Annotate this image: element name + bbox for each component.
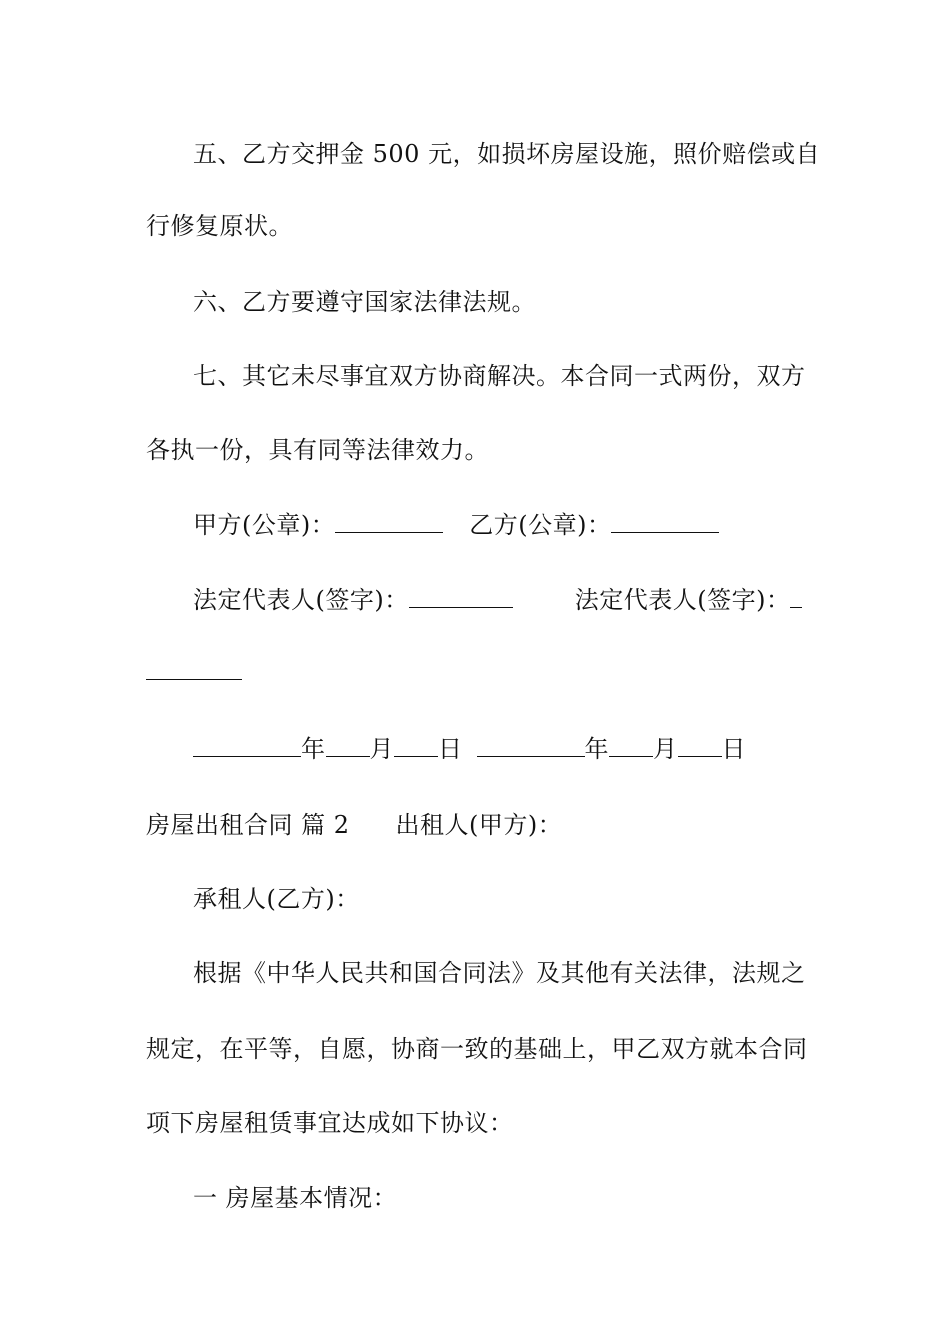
rep-b-blank-start[interactable] bbox=[790, 585, 802, 608]
preamble-line-1: 根据《中华人民共和国合同法》及其他有关法律，法规之 bbox=[193, 959, 806, 987]
contract-2-heading-line bbox=[146, 810, 562, 840]
preamble-line-2: 规定，在平等，自愿，协商一致的基础上，甲乙双方就本合同 bbox=[146, 1035, 808, 1063]
lessee-label: 承租人(乙方)： bbox=[193, 885, 360, 913]
date-b-month-label: 月 bbox=[653, 735, 678, 763]
party-b-seal-label: 乙方(公章)： bbox=[469, 511, 612, 539]
date-b-month-blank[interactable] bbox=[609, 734, 653, 757]
date-b-year-blank[interactable] bbox=[477, 734, 585, 757]
lessor-label: 出租人(甲方)： bbox=[395, 811, 563, 839]
clause-7-line-2: 各执一份，具有同等法律效力。 bbox=[146, 436, 489, 464]
seal-line bbox=[193, 510, 719, 540]
rep-b-label: 法定代表人(签字)： bbox=[574, 586, 791, 614]
rep-a-label: 法定代表人(签字)： bbox=[193, 586, 409, 614]
date-a-month-label: 月 bbox=[369, 735, 394, 763]
date-b-year-label: 年 bbox=[584, 735, 609, 763]
date-a-day-blank[interactable] bbox=[394, 734, 438, 757]
date-a-year-blank[interactable] bbox=[193, 734, 301, 757]
party-b-seal-blank[interactable] bbox=[611, 510, 719, 533]
date-line bbox=[193, 734, 746, 764]
party-a-seal-blank[interactable] bbox=[335, 510, 443, 533]
representative-line bbox=[193, 585, 802, 615]
clause-5-line-2: 行修复原状。 bbox=[146, 212, 293, 240]
date-a-day-label: 日 bbox=[438, 735, 463, 763]
rep-b-blank-end[interactable] bbox=[146, 657, 242, 680]
date-b-day-blank[interactable] bbox=[678, 734, 722, 757]
clause-5-line-1: 五、乙方交押金 500 元，如损坏房屋设施，照价赔偿或自 bbox=[193, 140, 821, 168]
preamble-line-3: 项下房屋租赁事宜达成如下协议： bbox=[146, 1109, 514, 1137]
party-a-seal-label: 甲方(公章)： bbox=[193, 511, 336, 539]
rep-b-blank-continued bbox=[146, 657, 242, 687]
contract-2-title: 房屋出租合同 篇 2 bbox=[146, 811, 350, 839]
section-1-heading: 一 房屋基本情况： bbox=[193, 1184, 398, 1212]
clause-6: 六、乙方要遵守国家法律法规。 bbox=[193, 288, 536, 316]
date-a-year-label: 年 bbox=[301, 735, 326, 763]
clause-7-line-1: 七、其它未尽事宜双方协商解决。本合同一式两份，双方 bbox=[193, 362, 806, 390]
date-b-day-label: 日 bbox=[721, 735, 746, 763]
rep-a-blank[interactable] bbox=[409, 585, 513, 608]
date-a-month-blank[interactable] bbox=[326, 734, 370, 757]
